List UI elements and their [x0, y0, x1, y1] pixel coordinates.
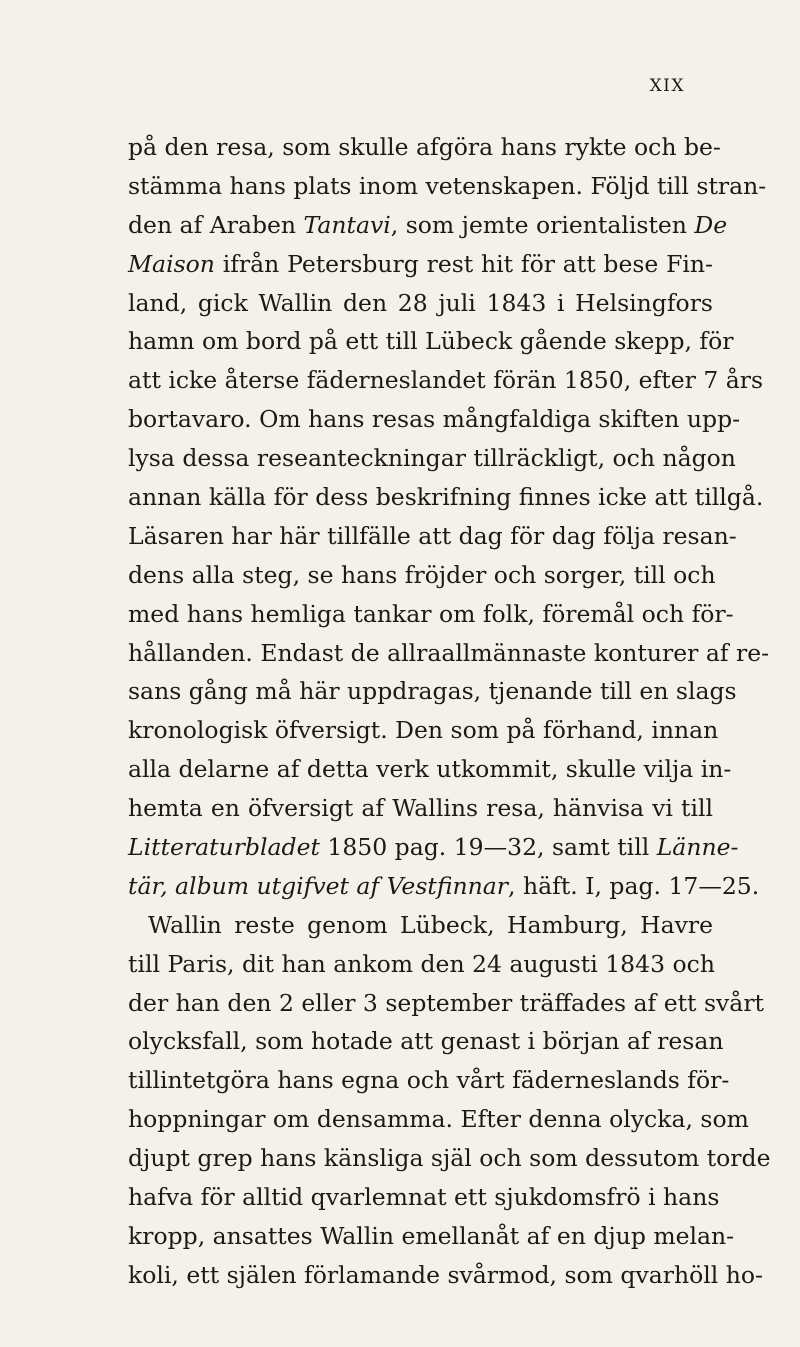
- text-line: [128, 906, 713, 945]
- text-line: [128, 984, 764, 1023]
- text-line: [128, 1217, 735, 1256]
- text-line: [128, 789, 713, 828]
- text-run: land, gick Wallin den 28 juli 1843 i Helsingfors: [128, 288, 713, 317]
- text-run: lysa dessa reseanteckningar tillräckligt, och någon: [128, 444, 736, 473]
- text-run: sans gång må här uppdragas, tjenande till en slags: [128, 677, 737, 706]
- text-line: [128, 167, 767, 206]
- text-run: med hans hemliga tankar om folk, föremål och för-: [128, 599, 734, 628]
- text-line: [128, 1100, 749, 1139]
- text-run: kronologisk öfversigt. Den som på förhand, innan: [128, 716, 719, 745]
- text-line: [128, 439, 736, 478]
- text-line: [128, 672, 737, 711]
- text-line: [128, 245, 713, 284]
- italic-text: De: [694, 210, 728, 239]
- text-run: annan källa för dess beskrifning finnes icke att tillgå.: [128, 483, 764, 512]
- text-run: 1850 pag. 19—32, samt till: [319, 833, 657, 862]
- text-run: dens alla steg, se hans fröjder och sorger, till och: [128, 560, 716, 589]
- text-run: den af Araben: [128, 210, 304, 239]
- text-line: [128, 711, 719, 750]
- italic-text: Litteraturbladet: [128, 833, 320, 862]
- text-line: [128, 478, 764, 517]
- page-number: XIX: [649, 76, 685, 96]
- text-run: der han den 2 eller 3 september träffades af ett svårt: [128, 988, 764, 1017]
- text-line: [128, 1139, 771, 1178]
- text-run: Läsaren har här tillfälle att dag för dag följa resan-: [128, 521, 737, 550]
- text-line: [128, 634, 770, 673]
- text-line: [128, 1061, 730, 1100]
- text-line: [128, 867, 760, 906]
- text-run: hållanden. Endast de allraallmännaste konturer af re-: [128, 638, 770, 667]
- text-line: [128, 750, 732, 789]
- text-run: till Paris, dit han ankom den 24 augusti 1843 och: [128, 949, 715, 978]
- text-line: [128, 1256, 763, 1295]
- text-run: ifrån Petersburg rest hit för att bese Fin-: [214, 249, 713, 278]
- text-run: koli, ett själen förlamande svårmod, som qvarhöll ho-: [128, 1260, 763, 1289]
- text-line: [128, 322, 734, 361]
- italic-text: tär, album utgifvet af Vestfinnar: [128, 871, 509, 900]
- text-run: hamn om bord på ett till Lübeck gående skepp, för: [128, 327, 734, 356]
- text-run: Wallin reste genom Lübeck, Hamburg, Havre: [148, 910, 713, 939]
- text-line: [128, 828, 739, 867]
- text-line: [128, 206, 728, 245]
- text-line: [128, 1022, 724, 1061]
- text-run: bortavaro. Om hans resas mångfaldiga skiften upp-: [128, 405, 741, 434]
- text-run: att icke återse fäderneslandet förän 1850, efter 7 års: [128, 366, 764, 395]
- body-text: [128, 128, 771, 1295]
- text-line: [128, 556, 716, 595]
- text-line: [128, 284, 713, 323]
- text-line: [128, 400, 741, 439]
- text-run: hafva för alltid qvarlemnat ett sjukdomsfrö i hans: [128, 1183, 720, 1212]
- text-run: på den resa, som skulle afgöra hans rykte och be-: [128, 133, 721, 161]
- italic-text: Länne-: [656, 833, 739, 862]
- text-run: tillintetgöra hans egna och vårt fäderneslands för-: [128, 1066, 730, 1095]
- text-run: djupt grep hans känsliga själ och som dessutom torde: [128, 1144, 771, 1173]
- text-run: hemta en öfversigt af Wallins resa, hänvisa vi till: [128, 794, 713, 823]
- italic-text: Maison: [128, 249, 215, 278]
- text-run: kropp, ansattes Wallin emellanåt af en djup melan-: [128, 1221, 735, 1250]
- text-run: , som jemte orientalisten: [390, 210, 695, 239]
- text-line: [128, 595, 734, 634]
- text-run: alla delarne af detta verk utkommit, skulle vilja in-: [128, 755, 732, 784]
- text-run: olycksfall, som hotade att genast i början af resan: [128, 1027, 724, 1056]
- italic-text: Tantavi: [303, 210, 391, 239]
- text-run: , häft. I, pag. 17—25.: [508, 871, 760, 900]
- text-line: [128, 945, 713, 984]
- text-line: [128, 517, 737, 556]
- text-run: hoppningar om densamma. Efter denna olycka, som: [128, 1105, 749, 1134]
- text-run: stämma hans plats inom vetenskapen. Följd till stran-: [128, 171, 767, 200]
- text-line: [128, 1178, 720, 1217]
- text-line: [128, 128, 721, 167]
- text-line: [128, 361, 764, 400]
